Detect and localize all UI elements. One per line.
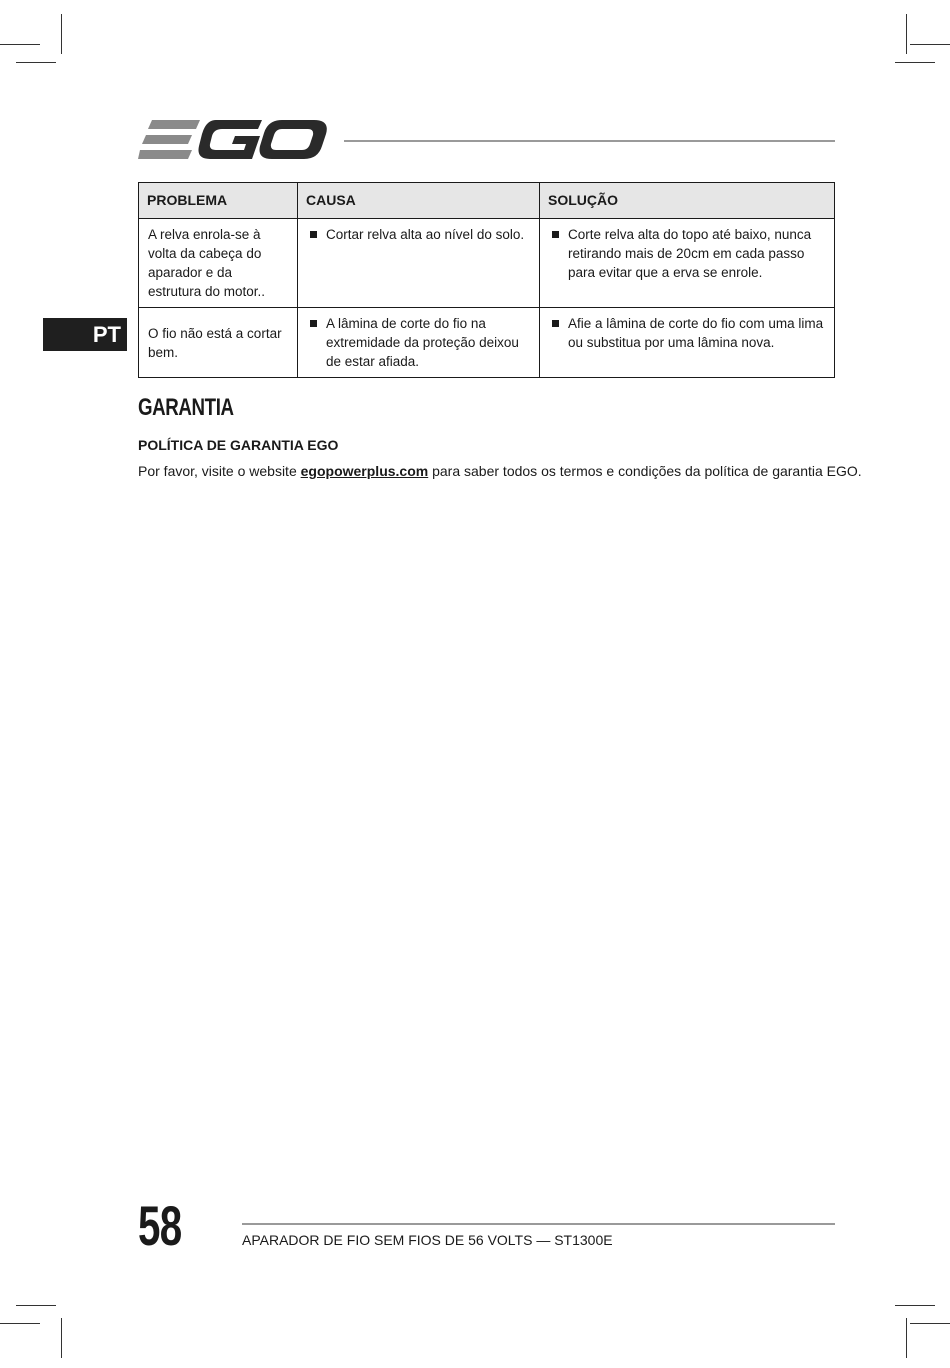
table-header-row [139,183,835,219]
crop-mark [906,1318,907,1358]
crop-mark [895,1305,935,1306]
solution-cell [540,308,835,378]
bullet-square-icon [310,231,317,238]
crop-mark [61,1318,62,1358]
crop-mark [910,44,950,45]
warranty-text-before: Por favor, visite o website [138,463,301,479]
warranty-paragraph [138,463,862,479]
header-rule [344,140,835,142]
problem-cell: A relva enrola-se à volta da cabeça do aparador e da estrutura do motor.. [139,219,298,308]
ego-logo [138,116,328,166]
table-row [139,219,835,308]
bullet-square-icon [552,231,559,238]
cause-cell [298,219,540,308]
section-title: GARANTIA [138,394,234,421]
bullet-square-icon [552,320,559,327]
footer-rule [242,1223,835,1225]
cause-text: Cortar relva alta ao nível do solo. [326,227,525,242]
solution-text: Afie a lâmina de corte do fio com uma lima ou substitua por uma lâmina nova. [568,316,824,350]
header-solution: SOLUÇÃO [540,183,835,219]
crop-mark [906,14,907,54]
crop-mark [16,62,56,63]
crop-mark [0,44,40,45]
language-tab: PT [43,318,127,351]
section-subtitle: POLÍTICA DE GARANTIA EGO [138,437,339,453]
header-problem: PROBLEMA [139,183,298,219]
table-row [139,308,835,378]
solution-cell [540,219,835,308]
crop-mark [61,14,62,54]
footer-text: APARADOR DE FIO SEM FIOS DE 56 VOLTS — ST1300E [242,1232,613,1248]
solution-text: Corte relva alta do topo até baixo, nunca retirando mais de 20cm em cada passo para evitar que a erva se enrole. [568,227,812,280]
header-cause: CAUSA [298,183,540,219]
crop-mark [895,62,935,63]
crop-mark [910,1323,950,1324]
page-number: 58 [138,1194,182,1257]
cause-cell [298,308,540,378]
problem-text: O fio não está a cortar bem. [148,325,282,360]
website-link[interactable]: egopowerplus.com [300,463,429,479]
crop-mark [16,1305,56,1306]
crop-mark [0,1323,40,1324]
cause-text: A lâmina de corte do fio na extremidade da proteção deixou de estar afiada. [326,316,519,369]
troubleshooting-table [138,182,835,378]
bullet-square-icon [310,320,317,327]
warranty-text-after: para saber todos os termos e condições da política de garantia EGO. [428,463,862,479]
problem-cell [139,308,298,378]
